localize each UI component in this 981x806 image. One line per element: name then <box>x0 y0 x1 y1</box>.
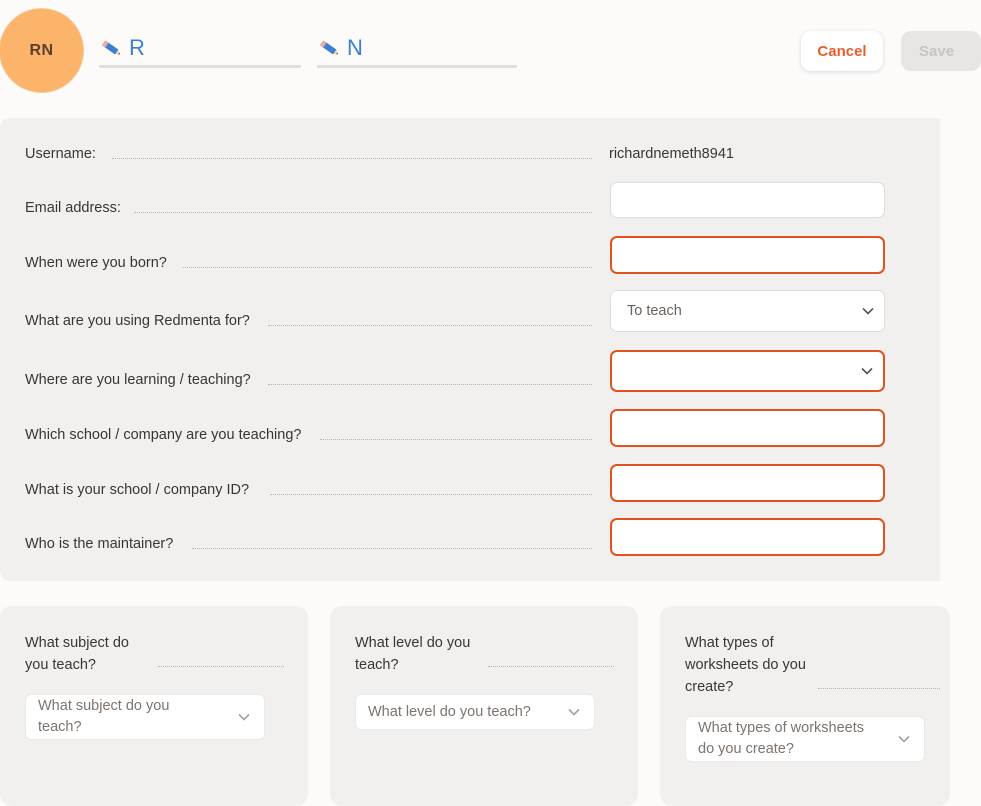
worksheets-question: What types of worksheets do you create? <box>685 635 806 695</box>
school-input[interactable] <box>610 409 885 447</box>
dotted-leader <box>818 688 940 689</box>
worksheets-select[interactable]: What types of worksheets do you create? <box>685 716 925 762</box>
chevron-down-icon <box>238 713 250 721</box>
dotted-leader <box>268 384 592 385</box>
born-label: When were you born? <box>25 255 167 271</box>
profile-panel <box>0 118 940 581</box>
subject-select[interactable]: What subject do you teach? <box>25 694 265 740</box>
avatar[interactable]: RN <box>0 9 83 92</box>
dotted-leader <box>134 212 592 213</box>
maintainer-input[interactable] <box>610 518 885 556</box>
chevron-down-icon <box>898 735 910 743</box>
dotted-leader <box>320 439 592 440</box>
username-value: richardnemeth8941 <box>609 146 734 162</box>
chevron-down-icon <box>862 307 874 315</box>
dotted-leader <box>183 267 592 268</box>
dotted-leader <box>158 666 284 667</box>
first-name-input[interactable] <box>129 35 289 61</box>
dotted-leader <box>112 158 592 159</box>
school-label: Which school / company are you teaching? <box>25 427 302 443</box>
email-input[interactable] <box>610 182 885 218</box>
using-select-value: To teach <box>627 303 682 319</box>
save-button[interactable]: Save <box>901 31 981 71</box>
cancel-button[interactable]: Cancel <box>801 31 883 71</box>
dotted-leader <box>488 666 614 667</box>
chevron-down-icon <box>568 708 580 716</box>
worksheets-card <box>660 606 950 806</box>
using-label: What are you using Redmenta for? <box>25 313 250 329</box>
first-name-field[interactable] <box>99 30 301 68</box>
pencil-icon <box>317 38 341 58</box>
subject-card <box>0 606 308 806</box>
level-question: What level do you teach? <box>355 635 471 673</box>
chevron-down-icon <box>861 367 873 375</box>
dotted-leader <box>270 494 592 495</box>
last-name-field[interactable] <box>317 30 517 68</box>
dotted-leader <box>192 548 592 549</box>
pencil-icon <box>99 38 123 58</box>
username-label: Username: <box>25 146 96 162</box>
using-select[interactable] <box>610 290 885 332</box>
email-label: Email address: <box>25 200 121 216</box>
born-input[interactable] <box>610 236 885 274</box>
subject-question: What subject do you teach? <box>25 635 129 673</box>
where-label: Where are you learning / teaching? <box>25 372 251 388</box>
level-select[interactable]: What level do you teach? <box>355 694 595 730</box>
dotted-leader <box>268 325 592 326</box>
maintainer-label: Who is the maintainer? <box>25 536 174 552</box>
last-name-input[interactable] <box>347 35 507 61</box>
level-card <box>330 606 638 806</box>
where-select[interactable] <box>610 350 885 392</box>
school-id-input[interactable] <box>610 464 885 502</box>
school-id-label: What is your school / company ID? <box>25 482 250 498</box>
